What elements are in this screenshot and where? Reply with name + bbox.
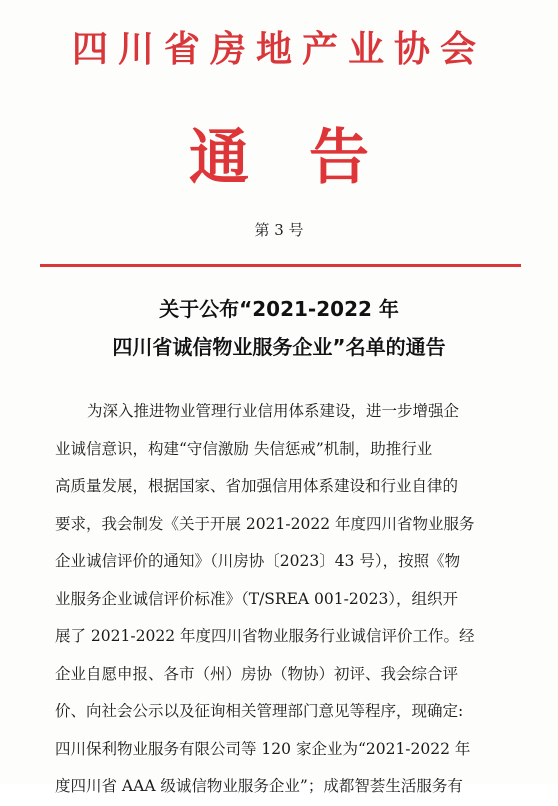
body-paragraph [55,393,525,806]
body-line: 企业自愿申报、各市（州）房协（物协）初评、我会综合评 [55,664,459,683]
document-headline [0,290,558,366]
document-number: 第 3 号 [254,221,304,239]
notice-type-title: 通告 [189,123,429,193]
headline-line-2: 四川省诚信物业服务企业”名单的通告 [112,335,446,359]
body-line: 展了 2021-2022 年度四川省物业服务行业诚信评价工作。经 [55,627,475,645]
body-line: 业诚信意识，构建“守信激励 失信惩戒”机制，助推行业 [55,439,433,458]
red-divider-line [40,264,521,267]
body-line: 高质量发展，根据国家、省加强信用体系建设和行业自律的 [55,477,459,495]
body-line: 要求，我会制发《关于开展 2021-2022 年度四川省物业服务 [55,514,475,533]
headline-line-1: 关于公布“2021-2022 年 [159,297,399,321]
body-line: 企业诚信评价的通知》（川房协〔2023〕43 号），按照《物 [55,552,461,570]
organization-name: 四川省房地产业协会 [71,29,486,70]
body-line: 为深入推进物业管理行业信用体系建设，进一步增强企 [87,402,460,420]
body-line: 价、向社会公示以及征询相关管理部门意见等程序，现确定: [55,702,464,720]
body-line: 业服务企业诚信评价标准》（T/SREA 001-2023），组织开 [55,589,459,608]
body-line: 四川保利物业服务有限公司等 120 家企业为“2021-2022 年 [55,739,471,758]
body-line: 度四川省 AAA 级诚信物业服务企业”；成都智荟生活服务有 [55,777,463,795]
